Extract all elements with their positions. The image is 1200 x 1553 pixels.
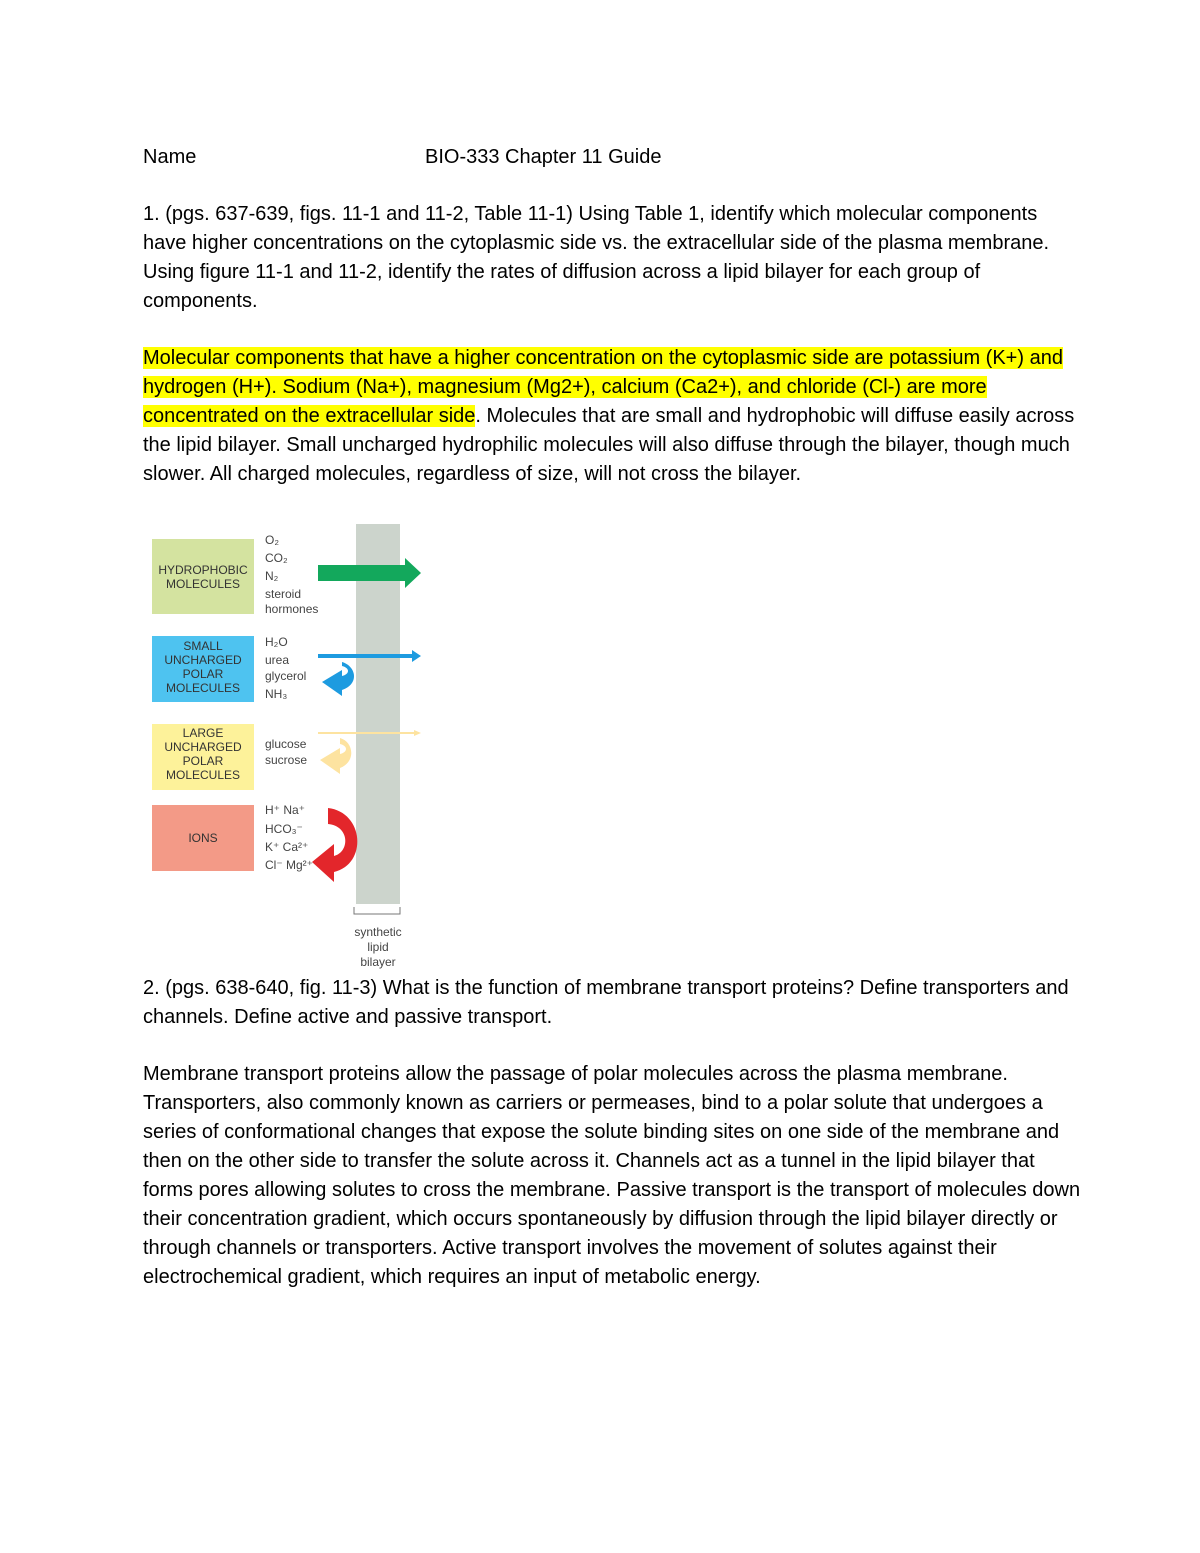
- small-polar-label-line-2: UNCHARGED: [164, 653, 242, 667]
- molecule-h2o: H₂O: [265, 635, 288, 649]
- ions-label: IONS: [188, 831, 218, 845]
- molecule-glycerol: glycerol: [265, 669, 307, 683]
- ions-reflect-arrow: [312, 808, 357, 882]
- ions-cl-mg: Cl⁻ Mg²⁺: [265, 858, 313, 872]
- bilayer-label-line-1: synthetic: [354, 925, 402, 939]
- molecule-steroid: steroid: [265, 587, 302, 601]
- molecule-o2: O₂: [265, 533, 279, 547]
- document-title: BIO-333 Chapter 11 Guide: [425, 146, 662, 168]
- molecule-sucrose: sucrose: [265, 753, 308, 767]
- molecule-n2: N₂: [265, 569, 279, 583]
- bilayer-bracket: [354, 907, 400, 914]
- molecule-nh3: NH₃: [265, 687, 288, 701]
- small-polar-reflect-arrow: [322, 662, 354, 696]
- question-1: 1. (pgs. 637-639, figs. 11-1 and 11-2, Table 11-1) Using Table 1, identify which molecular components have higher concentrations on the cytoplasmic side vs. the extracellular side of the plasma membrane. Using figure 11-1 and 11-2, identify the rates of diffusion across a lipid bilayer for each group of components.: [143, 203, 1050, 312]
- bilayer-label-line-3: bilayer: [360, 955, 396, 969]
- ions-hco3: HCO₃⁻: [265, 822, 303, 836]
- bilayer-label-line-2: lipid: [367, 940, 389, 954]
- answer-1-continued: . Molecules that are small and hydrophobic will diffuse easily across the lipid bilayer. Small uncharged hydrophilic molecules will also diffuse through the bilayer, though much slower. All charged molecules, regardless of size, will not cross the bilayer.: [143, 405, 1075, 485]
- answer-1: [143, 344, 1083, 489]
- question-2: 2. (pgs. 638-640, fig. 11-3) What is the function of membrane transport proteins? Define transporters and channels. Define active and passive transport.: [143, 977, 1069, 1028]
- answer-2: Membrane transport proteins allow the passage of polar molecules across the plasma membrane. Transporters, also commonly known as carriers or permeases, bind to a polar solute that undergoes a series of conformational changes that expose the solute binding sites on one side of the membrane and then on the other side to transfer the solute across it. Channels act as a tunnel in the lipid bilayer that forms pores allowing solutes to cross the membrane. Passive transport is the transport of molecules down their concentration gradient, which occurs spontaneously by diffusion through the lipid bilayer directly or through channels or transporters. Active transport involves the movement of solutes against their electrochemical gradient, which requires an input of metabolic energy.: [143, 1063, 1081, 1288]
- small-polar-label-line-4: MOLECULES: [165, 681, 241, 695]
- large-polar-label-line-3: POLAR: [182, 754, 224, 768]
- molecule-glucose: glucose: [265, 737, 307, 751]
- small-polar-label-line-3: POLAR: [182, 667, 224, 681]
- molecule-co2: CO₂: [265, 551, 288, 565]
- highlighted-answer-text: Molecular components that have a higher concentration on the cytoplasmic side are potassium (K+) and hydrogen (H+). Sodium (Na+), magnesium (Mg2+), calcium (Ca2+), and chloride (Cl-) are more concentrated on the extracellular side: [143, 347, 1063, 427]
- molecule-urea: urea: [265, 653, 290, 667]
- document-header: [143, 143, 1083, 173]
- hydrophobic-label-line-1: HYDROPHOBIC: [158, 563, 248, 577]
- ions-k-ca: K⁺ Ca²⁺: [265, 840, 309, 854]
- large-polar-reflect-arrow: [320, 738, 351, 774]
- name-label: Name: [143, 146, 197, 168]
- lipid-bilayer-permeability-figure: [150, 520, 440, 975]
- molecule-hormones: hormones: [265, 602, 319, 616]
- large-polar-label-line-1: LARGE: [182, 726, 224, 740]
- hydrophobic-label-line-2: MOLECULES: [165, 577, 241, 591]
- small-polar-label-line-1: SMALL: [183, 639, 223, 653]
- ions-h-na: H⁺ Na⁺: [265, 803, 306, 817]
- large-polar-label-line-4: MOLECULES: [165, 768, 241, 782]
- large-polar-label-line-2: UNCHARGED: [164, 740, 242, 754]
